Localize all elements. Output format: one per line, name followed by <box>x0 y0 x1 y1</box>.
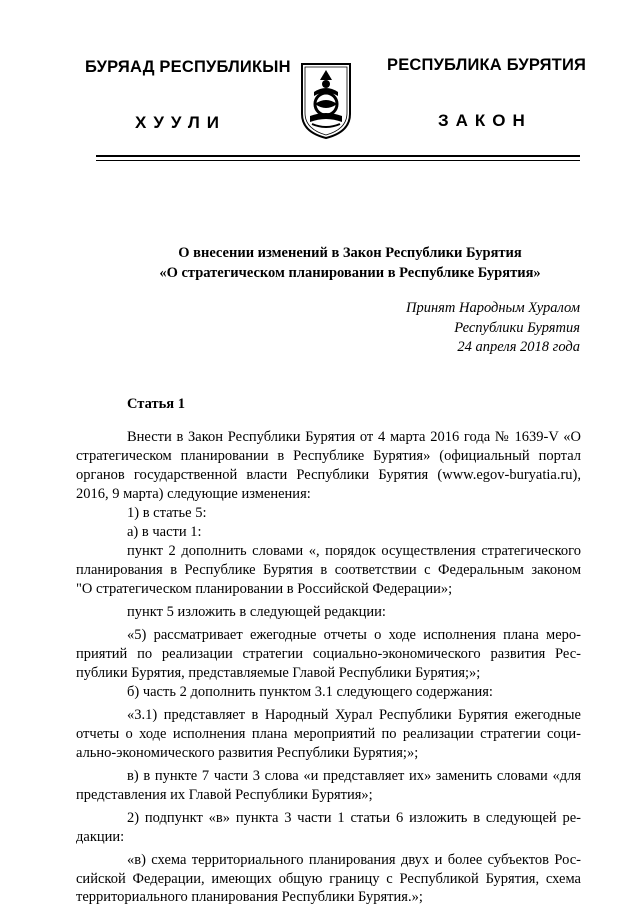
header-divider-thick <box>96 155 580 157</box>
body-line: "О стратегическом планировании в Российской Федерации»; <box>76 581 453 597</box>
body-line: «в) схема территориального планирования двух и более субъектов Рос- <box>127 852 581 868</box>
body-line: Внести в Закон Республики Бурятия от 4 марта 2016 года № 1639-V «О <box>127 429 581 445</box>
body-line: дакции: <box>76 829 125 845</box>
article-heading: Статья 1 <box>127 396 185 412</box>
body-line: пункт 2 дополнить словами «, порядок осуществления стратегического <box>127 543 581 559</box>
law-title-line-2: «О стратегическом планировании в Республике Бурятия» <box>159 265 541 281</box>
body-line: 2016, 9 марта) следующие изменения: <box>76 486 311 502</box>
body-line: территориального планирования Республики Бурятия.»; <box>76 889 423 905</box>
body-line: ально-экономического развития Республики Бурятия;»; <box>76 745 419 761</box>
body-line: б) часть 2 дополнить пунктом 3.1 следующего содержания: <box>127 684 493 700</box>
body-line: приятий по реализации стратегии социально-экономического развития Рес- <box>76 646 581 662</box>
body-line: «5) рассматривает ежегодные отчеты о ходе исполнения плана меро- <box>127 627 581 643</box>
adoption-date: 24 апреля 2018 года <box>457 339 580 355</box>
body-line: 1) в статье 5: <box>127 505 207 521</box>
adopted-by-line-2: Республики Бурятия <box>454 320 580 336</box>
body-line: сийской Федерации, имеющих общую границу с Республикой Бурятия, схема <box>76 871 581 887</box>
body-line: а) в части 1: <box>127 524 202 540</box>
body-line: стратегическом планировании в Республике Бурятия» (официальный портал <box>76 448 581 464</box>
body-line: пункт 5 изложить в следующей редакции: <box>127 604 386 620</box>
body-line: отчеты о ходе исполнения плана мероприятий по реализации стратегии соци- <box>76 726 581 742</box>
body-line: 2) подпункт «в» пункта 3 части 1 статьи 6 изложить в следующей ре- <box>127 810 581 826</box>
body-line: органов государственной власти Республики Бурятия (www.egov-buryatia.ru), <box>76 467 581 483</box>
header-right-subtitle: ЗАКОН <box>438 111 532 130</box>
body-line: представления их Главой Республики Бурятия»; <box>76 787 373 803</box>
header-divider-thin <box>96 160 580 161</box>
body-line: публики Бурятия, представляемые Главой Республики Бурятия;»; <box>76 665 481 681</box>
header-left-title: БУРЯАД РЕСПУБЛИКЫН <box>85 58 291 76</box>
law-title-line-1: О внесении изменений в Закон Республики Бурятия <box>178 245 522 261</box>
body-line: «3.1) представляет в Народный Хурал Республики Бурятия ежегодные <box>127 707 581 723</box>
header-left-subtitle: ХУУЛИ <box>135 113 226 132</box>
body-line: в) в пункте 7 части 3 слова «и представляет их» заменить словами «для <box>127 768 581 784</box>
header-right-title: РЕСПУБЛИКА БУРЯТИЯ <box>387 56 587 74</box>
body-line: планирования в Республике Бурятия в соответствии с Федеральным законом <box>76 562 581 578</box>
coat-of-arms-icon <box>298 58 354 140</box>
adopted-by-line-1: Принят Народным Хуралом <box>405 300 580 316</box>
